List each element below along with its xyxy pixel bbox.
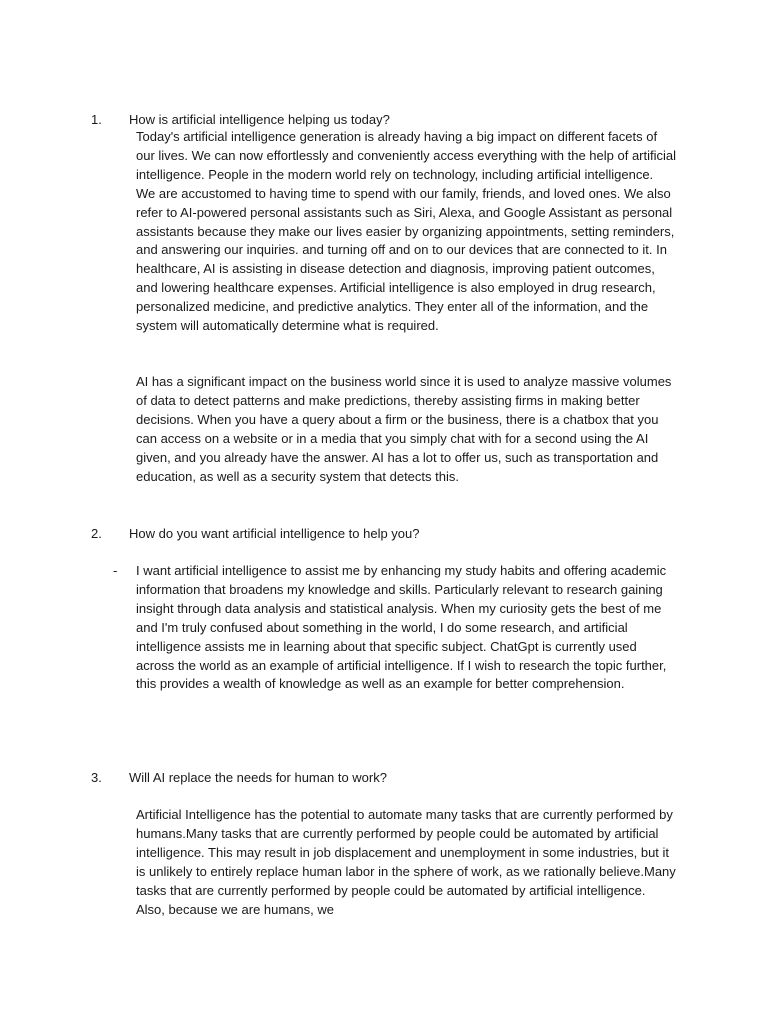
- list-item-1: [0, 111, 768, 484]
- answer-paragraph: Artificial Intelligence has the potential to automate many tasks that are currently performed by humans.Many tasks that are currently performed by people could be automated by artificial intelligence. This may result in job displacement and unemployment in some industries, but it is unlikely to entirely replace human labor in the sphere of work, as we rationally believe.Many tasks that are currently performed by people could be automated by artificial intelligence. Also, because we are humans, we: [136, 807, 676, 917]
- question-heading: How do you want artificial intelligence to help you?: [129, 526, 420, 541]
- answer-paragraph: Today's artificial intelligence generation is already having a big impact on different facets of our lives. We can now effortlessly and conveniently access everything with the help of artificial intelligence. People in the modern world rely on technology, including artificial intelligence. We are accustomed to having time to spend with our family, friends, and loved ones. We also refer to AI-powered personal assistants such as Siri, Alexa, and Google Assistant as personal assistants because they make our lives easier by organizing appointments, setting reminders, and answering our inquiries. and turning off and on to our devices that are connected to it. In healthcare, AI is assisting in disease detection and diagnosis, improving patient outcomes, and lowering healthcare expenses. Artificial intelligence is also employed in drug research, personalized medicine, and predictive analytics. They enter all of the information, and the system will automatically determine what is required.: [136, 129, 677, 334]
- answer-paragraph: I want artificial intelligence to assist me by enhancing my study habits and offering academic information that broadens my knowledge and skills. Particularly relevant to research gaining insight through data analysis and statistical analysis. When my curiosity gets the best of me and I'm truly confused about something in the world, I do some research, and artificial intelligence assists me in learning about that specific subject. ChatGpt is currently used across the world as an example of artificial intelligence. If I wish to research the topic further, this provides a wealth of knowledge as well as an example for better comprehension.: [136, 563, 667, 692]
- bullet-dash: -: [113, 563, 118, 578]
- question-heading: Will AI replace the needs for human to work?: [129, 770, 387, 785]
- list-item-3: [0, 769, 768, 917]
- question-heading: How is artificial intelligence helping us today?: [129, 112, 390, 127]
- question-number: 3.: [91, 770, 102, 785]
- question-row-2: [0, 525, 768, 544]
- list-item-2: [0, 525, 768, 692]
- question-number: 1.: [91, 112, 102, 127]
- answer-paragraph: AI has a significant impact on the business world since it is used to analyze massive volumes of data to detect patterns and make predictions, thereby assisting firms in making better decisions. When you have a query about a firm or the business, there is a chatbox that you can access on a website or in a media that you simply chat with for a second using the AI given, and you already have the answer. AI has a lot to offer us, such as transportation and education, as well as a security system that detects this.: [136, 374, 672, 484]
- question-number: 2.: [91, 526, 102, 541]
- question-row-3: [0, 769, 768, 788]
